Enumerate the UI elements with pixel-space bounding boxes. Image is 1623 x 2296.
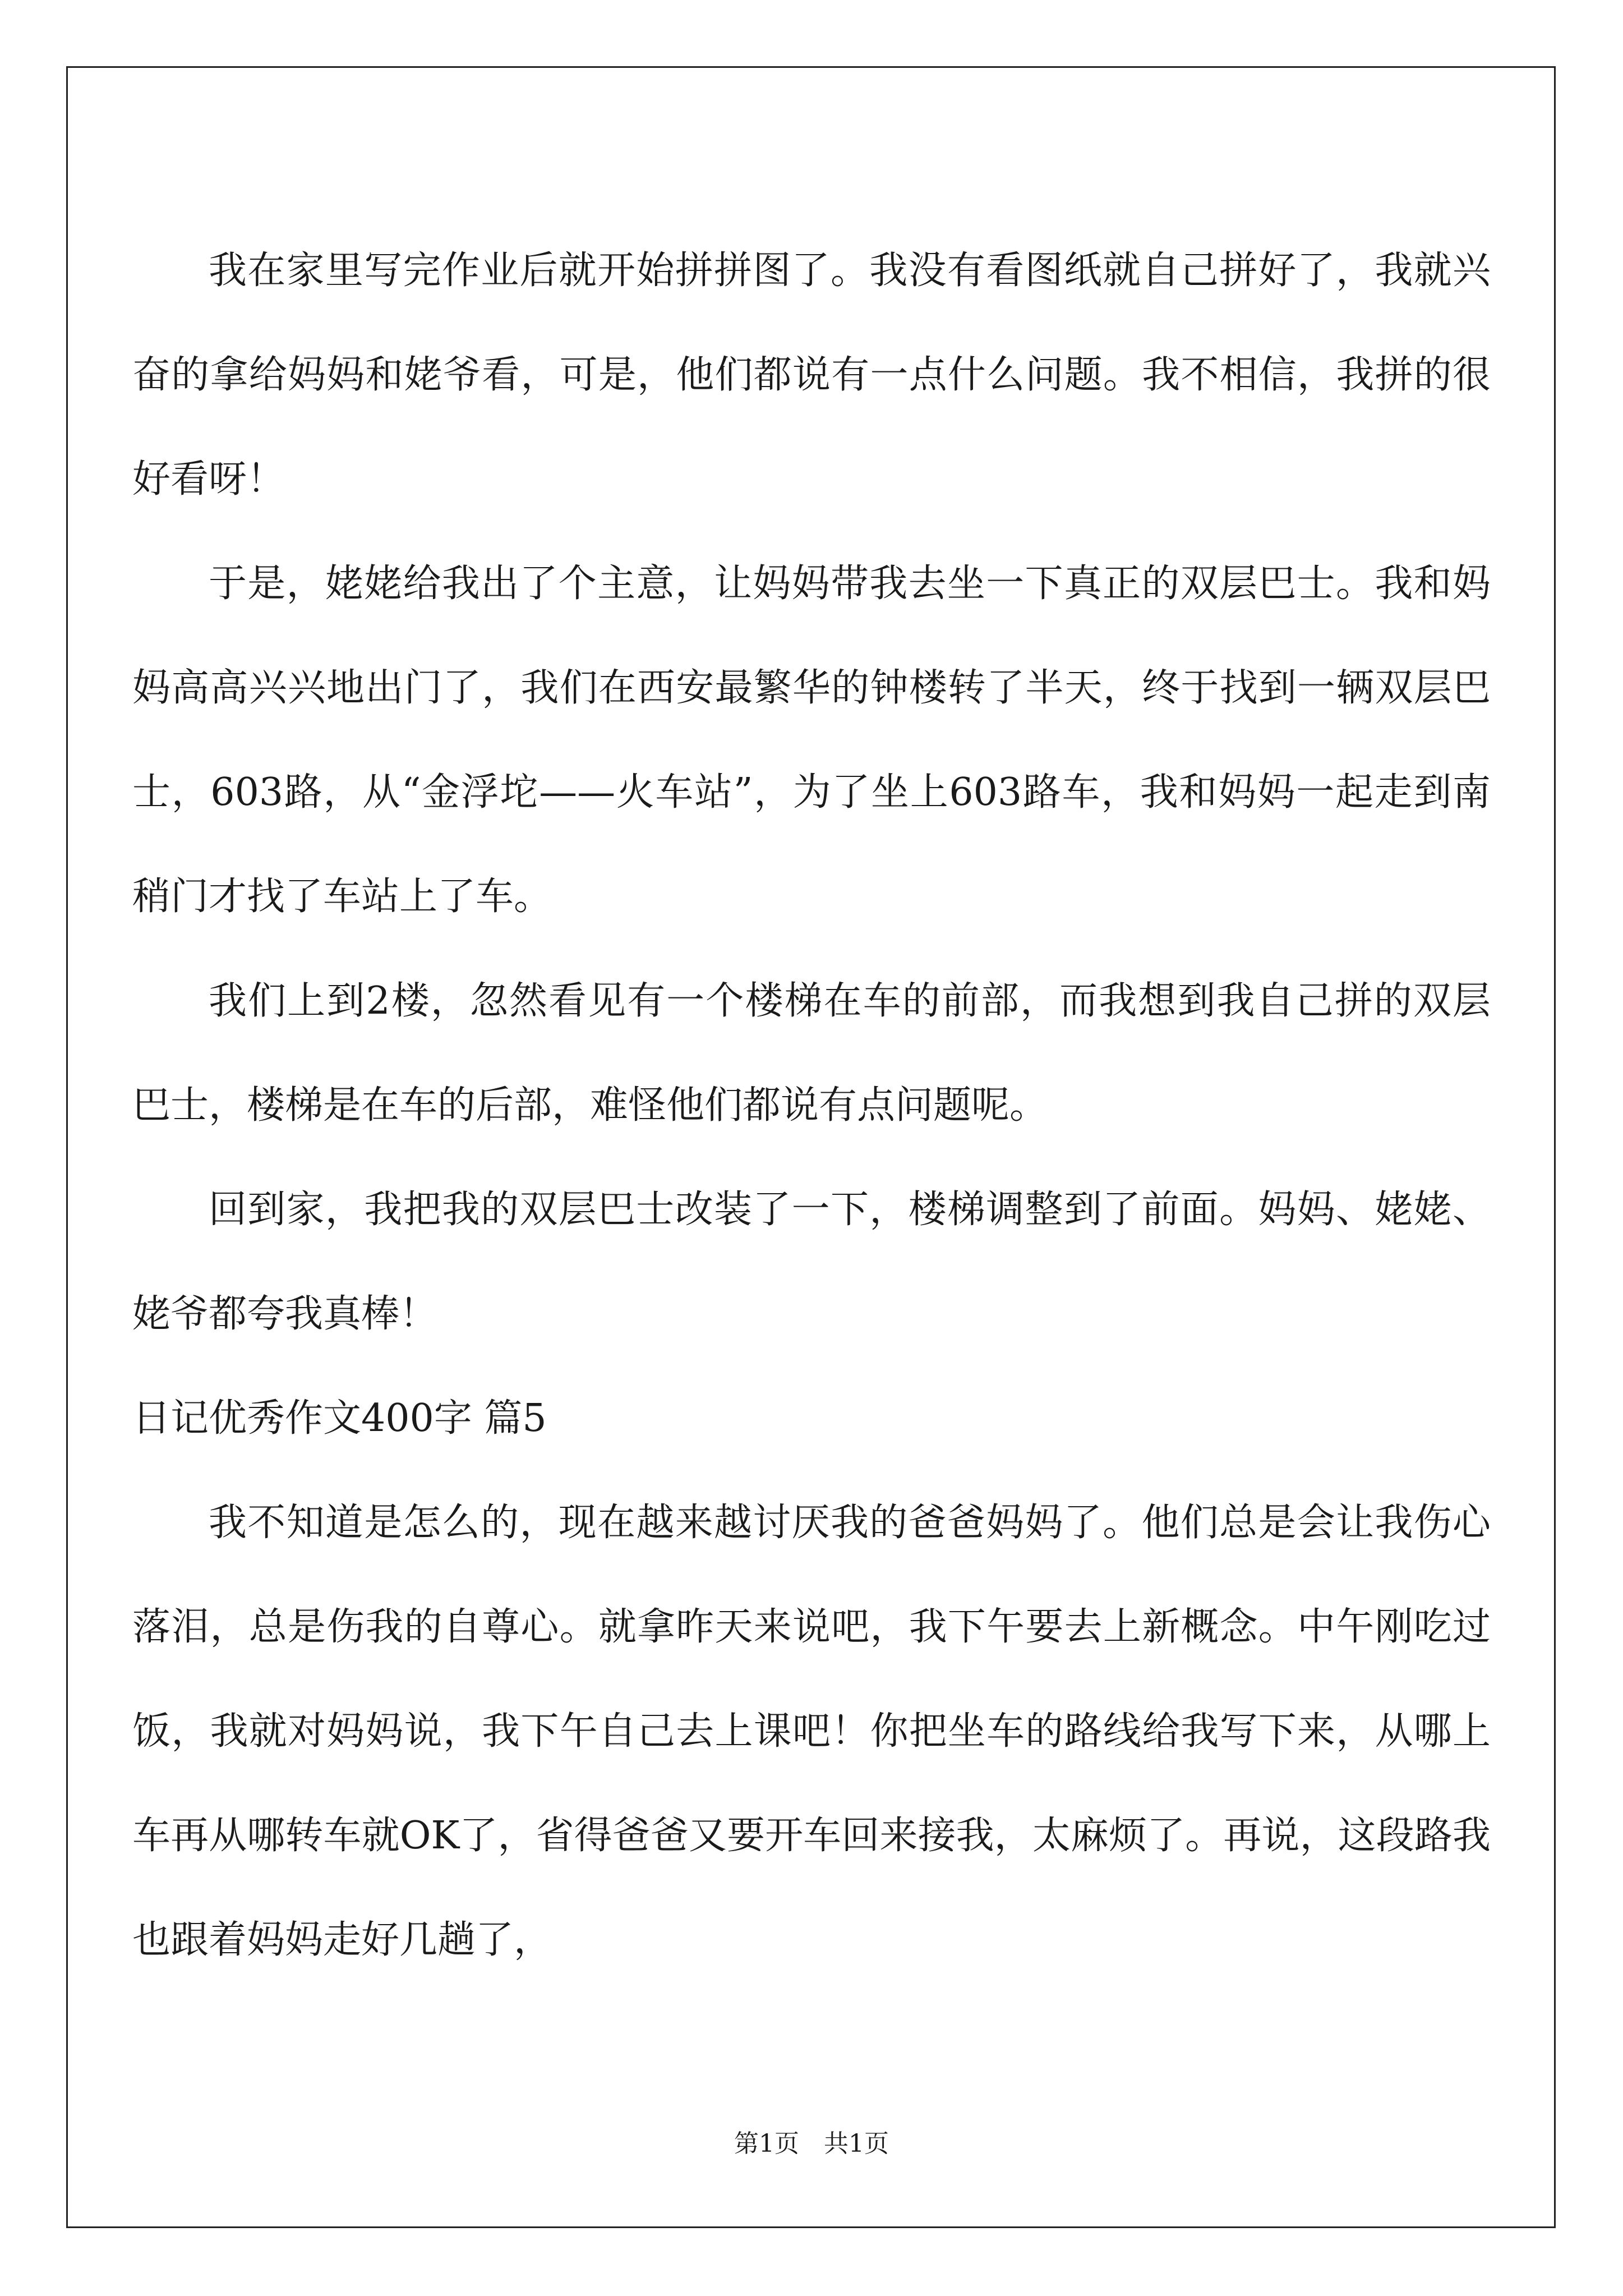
page-footer: 第1页 共1页 <box>734 2129 889 2158</box>
section-heading: 日记优秀作文400字 篇5 <box>132 1396 547 1441</box>
paragraph-2: 于是，姥姥给我出了个主意，让妈妈带我去坐一下真正的双层巴士。我和妈妈高高兴兴地出门了，我们在西安最繁华的钟楼转了半天，终于找到一辆双层巴士，603路，从“金浮坨——火车站”，为了坐上603路车，我和妈妈一起走到南稍门才找了车站上了车。 <box>132 562 1491 919</box>
paragraph-3: 我们上到2楼，忽然看见有一个楼梯在车的前部，而我想到我自己拼的双层巴士，楼梯是在车的后部，难怪他们都说有点问题呢。 <box>132 979 1491 1128</box>
document-body <box>132 219 1491 1993</box>
paragraph-5: 我不知道是怎么的，现在越来越讨厌我的爸爸妈妈了。他们总是会让我伤心落泪，总是伤我的自尊心。就拿昨天来说吧，我下午要去上新概念。中午刚吃过饭，我就对妈妈说，我下午自己去上课吧！你把坐车的路线给我写下来，从哪上车再从哪转车就OK了，省得爸爸又要开车回来接我，太麻烦了。再说，这段路我也跟着妈妈走好几趟了， <box>132 1501 1491 1962</box>
paragraph-1: 我在家里写完作业后就开始拼拼图了。我没有看图纸就自己拼好了，我就兴奋的拿给妈妈和姥爷看，可是，他们都说有一点什么问题。我不相信，我拼的很好看呀！ <box>132 249 1491 501</box>
paragraph-4: 回到家，我把我的双层巴士改装了一下，楼梯调整到了前面。妈妈、姥姥、姥爷都夸我真棒！ <box>132 1188 1491 1336</box>
